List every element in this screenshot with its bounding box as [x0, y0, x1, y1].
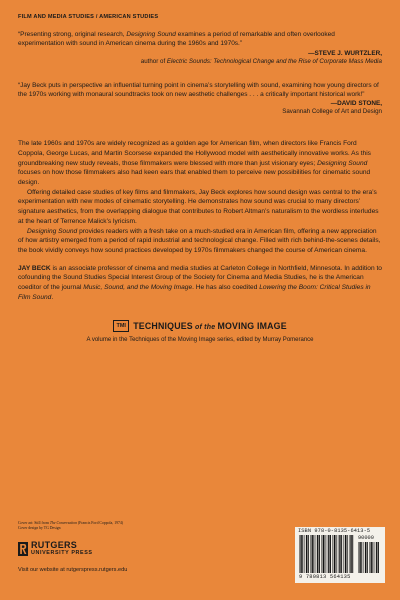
- barcode-bar: [299, 535, 300, 573]
- barcode-bar: [310, 535, 311, 573]
- barcode-bar: [300, 535, 301, 573]
- barcode-bar: [365, 542, 366, 573]
- barcode-bar: [317, 535, 318, 573]
- barcode-bar: [369, 542, 370, 573]
- barcode-addon-bars: [358, 542, 381, 573]
- cover-art-credit: Cover art: Still from The Conversation (Francis Ford Coppola, 1974): [18, 521, 124, 525]
- series-note: A volume in the Techniques of the Moving Image series, edited by Murray Pomerance: [86, 337, 314, 344]
- quote-text: “Presenting strong, original research, Designing Sound examines a period of remarkable and often overlooked experimentation with sound in American cinema during the 1960s and 1970s.”: [18, 31, 335, 48]
- barcode-bar: [305, 535, 306, 573]
- isbn-number: ISBN 978-0-8135-6413-5: [298, 528, 371, 534]
- barcode-bar: [328, 535, 329, 573]
- barcode-bar: [323, 535, 324, 573]
- author-bio: JAY BECK is an associate professor of cinema and media studies at Carleton College in Northfield, Minnesota. In addition to cofounding the Sound Studies Special Interest Group of the Society for Cinema and Media Studies, he is the American coeditor of the journal Music, Sound, and the Moving Image. He has also coedited Lowering the Boom: Critical Studies in Film Sound.: [18, 264, 382, 301]
- barcode-bar: [334, 535, 335, 573]
- barcode-bar: [352, 535, 353, 573]
- publisher-logo: [18, 541, 93, 556]
- barcode-bar: [336, 535, 337, 573]
- quote-wurtzler: [18, 30, 382, 66]
- barcode-bar: [367, 542, 368, 573]
- barcode-bar: [341, 535, 342, 573]
- barcode-bar: [349, 535, 350, 573]
- barcode-bar: [330, 535, 331, 573]
- quote-author: —STEVE J. WURTZLER,: [308, 49, 382, 57]
- barcode-bar: [316, 535, 317, 573]
- publisher-name: RUTGERS: [31, 540, 78, 550]
- barcode-bar: [338, 535, 339, 573]
- barcode-bar: [361, 542, 362, 573]
- quote-author-detail: author of Electric Sounds: Technological Change and the Rise of Corporate Mass Media: [140, 57, 382, 65]
- description-paragraph-1: The late 1960s and 1970s are widely recognized as a golden age for American film, when directors like Francis Ford Coppola, George Lucas, and Martin Scorsese expanded the Hollywood model with aesthetically innovative works. As this groundbreaking new study reveals, those filmmakers were blessed with more than just visionary eyes; Designing Sound focuses on how those filmmakers also had keen ears that enabled them to perceive new possibilities for cinematic sound design.: [18, 140, 371, 186]
- publisher-subtitle: UNIVERSITY PRESS: [31, 550, 93, 556]
- barcode-bar: [372, 542, 373, 573]
- category-label: FILM AND MEDIA STUDIES / AMERICAN STUDIES: [18, 14, 159, 20]
- isbn-barcode: [295, 527, 385, 583]
- barcode-bar: [378, 542, 379, 573]
- barcode-bar: [325, 535, 326, 573]
- description-paragraph-2: Offering detailed case studies of key films and filmmakers, Jay Beck explores how sound design was central to the era’s experimentation with new modes of cinematic storytelling. He demonstrates how sound was crucial to many directors’ signature aesthetics, from the overlapping dialogue that contributes to Robert Altman’s naturalism to the wordless interludes at the heart of Terrence Malick’s lyricism.: [18, 188, 379, 225]
- barcode-bar: [308, 535, 309, 573]
- series-logo: [18, 320, 382, 332]
- barcode-bar: [347, 535, 348, 573]
- barcode-bar: [345, 535, 346, 573]
- tmi-logo-icon: TMI: [113, 320, 129, 332]
- barcode-bar: [364, 542, 365, 573]
- barcode-bar: [319, 535, 320, 573]
- publisher-text: [31, 541, 93, 556]
- cover-credits: [18, 521, 123, 531]
- barcode-bar: [321, 535, 322, 573]
- barcode-bar: [302, 535, 303, 573]
- barcode-bar: [371, 542, 372, 573]
- quote-stone: [18, 81, 382, 117]
- barcode-bar: [332, 535, 333, 573]
- series-title: TECHNIQUES of the MOVING IMAGE: [133, 321, 287, 332]
- barcode-bar: [343, 535, 344, 573]
- barcode-bar: [350, 535, 351, 573]
- publisher-website: Visit our website at rutgerspress.rutgers.edu: [18, 567, 128, 573]
- barcode-bar: [306, 535, 307, 573]
- price-code: 90000: [358, 535, 374, 541]
- quote-text: “Jay Beck puts in perspective an influential turning point in cinema’s storytelling with sound, examining how young directors of the 1970s working with monaural soundtracks took on new aesthetic challenges . . . a critically important historical work!”: [18, 81, 379, 98]
- barcode-bar: [327, 535, 328, 573]
- quote-author: —DAVID STONE,: [330, 100, 382, 108]
- barcode-digits: 9 780813 564135: [299, 574, 351, 580]
- barcode-bar: [376, 542, 377, 573]
- barcode-bars: [299, 535, 355, 573]
- quote-author-detail: Savannah College of Art and Design: [282, 108, 382, 116]
- barcode-bar: [312, 535, 313, 573]
- barcode-bar: [375, 542, 376, 573]
- barcode-bar: [313, 535, 314, 573]
- barcode-bar: [358, 542, 359, 573]
- rutgers-r-icon: [18, 542, 28, 556]
- barcode-bar: [339, 535, 340, 573]
- barcode-bar: [359, 542, 360, 573]
- description-paragraph-3: Designing Sound provides readers with a fresh take on a much-studied era in American film, offering a new appreciation of how artistry emerged from a period of rapid industrial and technological change. Filled with rich behind-the-scenes details, the book vividly conveys how sound practices developed by 1970s filmmakers changed the course of American cinema.: [18, 227, 381, 254]
- cover-design-credit: Cover design by TG Design: [18, 526, 61, 530]
